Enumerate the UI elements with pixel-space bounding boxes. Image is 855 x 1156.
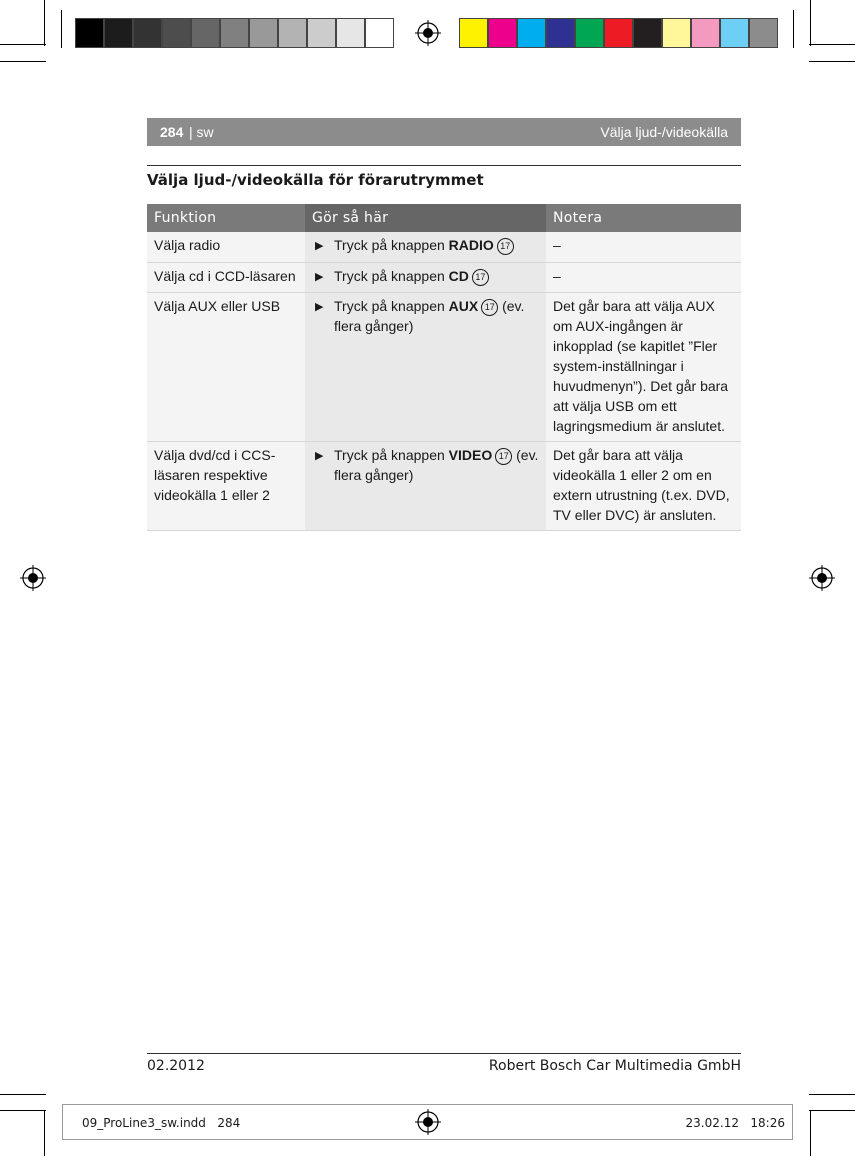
color-swatch bbox=[459, 18, 488, 48]
color-swatch bbox=[575, 18, 604, 48]
color-swatch bbox=[191, 18, 220, 48]
table-row bbox=[147, 441, 741, 530]
action-text: Tryck på knappen bbox=[334, 446, 449, 463]
action-cell bbox=[305, 232, 546, 262]
action-cell bbox=[305, 441, 546, 530]
process-color-bar bbox=[459, 18, 778, 48]
crop-mark bbox=[44, 1110, 45, 1156]
column-header-action: Gör så här bbox=[305, 204, 546, 232]
language-code: | sw bbox=[189, 124, 214, 140]
color-swatch bbox=[488, 18, 517, 48]
action-text: Tryck på knappen bbox=[334, 237, 449, 253]
registration-mark-icon bbox=[809, 565, 835, 591]
function-cell: Välja AUX eller USB bbox=[147, 292, 305, 441]
action-cell bbox=[305, 292, 546, 441]
action-cell bbox=[305, 262, 546, 292]
crop-mark bbox=[809, 44, 855, 45]
color-swatch bbox=[691, 18, 720, 48]
table-row bbox=[147, 232, 741, 262]
action-suffix: (ev. flera gånger) bbox=[334, 446, 539, 483]
crop-mark bbox=[810, 1110, 811, 1156]
color-swatch bbox=[633, 18, 662, 48]
crop-mark bbox=[0, 1094, 46, 1095]
color-swatch bbox=[336, 18, 365, 48]
color-swatch bbox=[720, 18, 749, 48]
button-name: CD bbox=[448, 267, 469, 284]
action-suffix: (ev. flera gånger) bbox=[334, 297, 525, 334]
function-cell: Välja dvd/cd i CCS-läsaren respektive videokälla 1 eller 2 bbox=[147, 441, 305, 530]
slug-filename: 09_ProLine3_sw.indd 284 bbox=[82, 1116, 241, 1130]
slug-timestamp: 23.02.12 18:26 bbox=[685, 1116, 785, 1130]
color-swatch bbox=[133, 18, 162, 48]
note-cell: Det går bara att välja videokälla 1 eller 2 om en extern utrustning (t.ex. DVD, TV eller DVC) är ansluten. bbox=[546, 441, 741, 530]
color-swatch bbox=[162, 18, 191, 48]
callout-number: 17 bbox=[481, 299, 498, 316]
crop-mark bbox=[809, 61, 855, 62]
table-row bbox=[147, 262, 741, 292]
bullet-arrow-icon: ▶ bbox=[315, 270, 324, 283]
function-cell: Välja cd i CCD-läsaren bbox=[147, 262, 305, 292]
instruction-table bbox=[147, 204, 741, 531]
page-number: 284 bbox=[160, 124, 184, 140]
crop-mark bbox=[809, 1110, 855, 1111]
table-header-row bbox=[147, 204, 741, 232]
crop-mark bbox=[809, 1094, 855, 1095]
callout-number: 17 bbox=[495, 448, 512, 465]
bullet-arrow-icon: ▶ bbox=[315, 300, 324, 313]
color-swatch bbox=[278, 18, 307, 48]
callout-number: 17 bbox=[472, 269, 489, 286]
bullet-arrow-icon: ▶ bbox=[315, 240, 324, 252]
color-swatch bbox=[662, 18, 691, 48]
crop-mark bbox=[44, 0, 45, 46]
button-name: RADIO bbox=[448, 237, 494, 253]
button-name: AUX bbox=[448, 297, 479, 314]
action-text: Tryck på knappen bbox=[334, 267, 449, 284]
color-swatch bbox=[307, 18, 336, 48]
page-header bbox=[147, 118, 741, 146]
color-swatch bbox=[546, 18, 575, 48]
note-cell: – bbox=[546, 232, 741, 262]
divider bbox=[147, 1053, 741, 1054]
action-text: Tryck på knappen bbox=[334, 297, 449, 314]
color-swatch bbox=[365, 18, 394, 48]
color-swatch bbox=[604, 18, 633, 48]
footer-company: Robert Bosch Car Multimedia GmbH bbox=[488, 1058, 741, 1074]
crop-mark bbox=[61, 10, 62, 48]
crop-mark bbox=[0, 44, 46, 45]
crop-mark bbox=[0, 61, 46, 62]
color-swatch bbox=[75, 18, 104, 48]
crop-mark bbox=[810, 0, 811, 46]
registration-mark-icon bbox=[415, 20, 441, 46]
color-swatch bbox=[517, 18, 546, 48]
button-name: VIDEO bbox=[448, 446, 493, 463]
color-swatch bbox=[220, 18, 249, 48]
note-cell: Det går bara att välja AUX om AUX-ingången är inkopplad (se kapitlet ”Fler system-inställningar i huvudmenyn”). Det går bara att välja USB om ett lagringsmedium är anslutet. bbox=[546, 292, 741, 441]
function-cell: Välja radio bbox=[147, 232, 305, 262]
gray-color-bar bbox=[75, 18, 394, 48]
crop-mark bbox=[0, 1110, 46, 1111]
divider bbox=[147, 165, 741, 166]
color-swatch bbox=[249, 18, 278, 48]
note-cell: – bbox=[546, 262, 741, 292]
callout-number: 17 bbox=[497, 238, 514, 255]
column-header-note: Notera bbox=[546, 204, 741, 232]
bullet-arrow-icon: ▶ bbox=[315, 449, 324, 462]
table-row bbox=[147, 292, 741, 441]
registration-mark-icon bbox=[20, 565, 46, 591]
column-header-function: Funktion bbox=[147, 204, 305, 232]
section-title: Välja ljud-/videokälla för förarutrymmet bbox=[147, 171, 484, 189]
footer-date: 02.2012 bbox=[147, 1058, 205, 1074]
color-swatch bbox=[104, 18, 133, 48]
running-title: Välja ljud-/videokälla bbox=[600, 124, 728, 140]
crop-mark bbox=[793, 10, 794, 48]
color-swatch bbox=[749, 18, 778, 48]
